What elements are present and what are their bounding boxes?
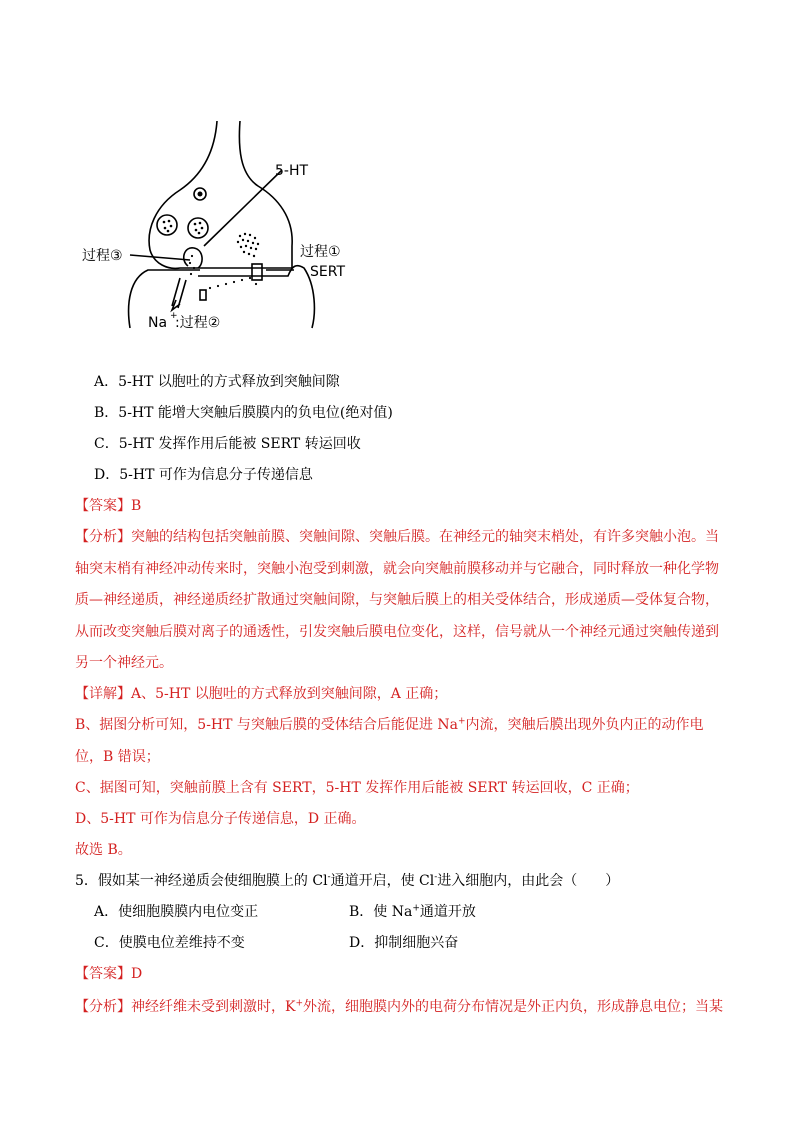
label-process2: :过程② [175, 315, 221, 331]
analysis-tag: 【分析】 [75, 529, 131, 545]
vesicle [157, 215, 177, 235]
analysis-tag: 【分析】 [75, 999, 131, 1015]
q4-conclusion: 故选 B。 [75, 842, 132, 858]
q4-answer [75, 496, 141, 516]
q5-stem [75, 871, 619, 891]
answer-tag: 【答案】 [75, 966, 131, 982]
q5-option-b [349, 902, 476, 922]
label-5ht: 5-HT [275, 163, 309, 179]
q5-option-a: A．使细胞膜膜内电位变正 [94, 904, 259, 920]
detail-line-b-pre: B、据图分析可知，5-HT 与突触后膜的受体结合后能促进 Na [75, 717, 458, 733]
q4-option-c: C．5-HT 发挥作用后能被 SERT 转运回收 [94, 436, 361, 452]
sert-transporter [252, 264, 262, 280]
answer-value: D [131, 966, 143, 982]
q4-option-a: A．5-HT 以胞吐的方式释放到突触间隙 [94, 374, 340, 390]
q5-answer [75, 964, 142, 984]
presynaptic-terminal [149, 121, 292, 268]
q5-stem-part1: 5．假如某一神经递质会使细胞膜上的 Cl [75, 873, 328, 889]
label-sert: SERT [310, 264, 345, 280]
analysis-text-post: 外流，细胞膜内外的电荷分布情况是外正内负，形成静息电位；当某 [303, 999, 724, 1015]
q5-analysis [75, 997, 723, 1017]
label-process1: 过程① [300, 244, 341, 260]
label-process3: 过程③ [82, 248, 123, 264]
analysis-text: 突触的结构包括突触前膜、突触间隙、突触后膜。在神经元的轴突末梢处，有许多突触小泡。当轴突末梢有神经冲动传来时，突触小泡受到刺激，就会向突触前膜移动并与它融合，同时释放一种化学物质—神经递质，神经递质经扩散通过突触间隙，与突触后膜上的相关受体结合，形成递质—受体复合物，从而改变突触后膜对离子的通透性，引发突触后膜电位变化，这样，信号就从一个神经元通过突触传递到另一个神经元。 [75, 529, 719, 671]
q5-option-b-post: 通道开放 [419, 904, 476, 920]
analysis-text-sup: + [295, 998, 304, 1009]
q5-stem-part3: 进入细胞内，由此会（ ） [437, 873, 620, 889]
q5-stem-sup1: - [327, 872, 331, 883]
answer-value: B [131, 498, 142, 514]
q5-stem-part2: 通道开启，使 Cl [330, 873, 435, 889]
detail-tag: 【详解】 [75, 686, 131, 702]
detail-line-b-post: 内流，突触后膜出现外负内正的动作电位，B 错误； [75, 717, 704, 765]
detail-line-a: A、5-HT 以胞吐的方式释放到突触间隙，A 正确； [131, 686, 448, 702]
q4-detail-d: D、5-HT 可作为信息分子传递信息，D 正确。 [75, 811, 366, 827]
receptor-channel [200, 290, 206, 300]
q5-stem-sup2: - [434, 872, 438, 883]
fusing-vesicle [184, 248, 202, 268]
vesicle [188, 218, 208, 238]
q5-option-b-sup: + [412, 903, 420, 914]
q5-option-b-pre: B．使 Na [349, 904, 413, 920]
label-na-sup: + [170, 311, 178, 321]
q5-option-d: D．抑制细胞兴奋 [349, 935, 459, 951]
analysis-text-pre: 神经纤维未受到刺激时，K [131, 999, 296, 1015]
q5-option-c: C．使膜电位差维持不变 [94, 935, 245, 951]
q4-detail-b [75, 710, 723, 773]
synapse-diagram [80, 118, 370, 333]
label-na: Na [148, 315, 168, 331]
q4-option-d: D．5-HT 可作为信息分子传递信息 [94, 467, 313, 483]
q4-detail-a [75, 684, 447, 704]
q4-option-b: B．5-HT 能增大突触后膜膜内的负电位(绝对值) [94, 405, 393, 421]
q4-analysis [75, 522, 723, 680]
q4-detail-c: C、据图可知，突触前膜上含有 SERT，5-HT 发挥作用后能被 SERT 转运回收，C 正确； [75, 780, 639, 796]
detail-line-b-sup: + [457, 716, 466, 727]
answer-tag: 【答案】 [75, 498, 131, 514]
